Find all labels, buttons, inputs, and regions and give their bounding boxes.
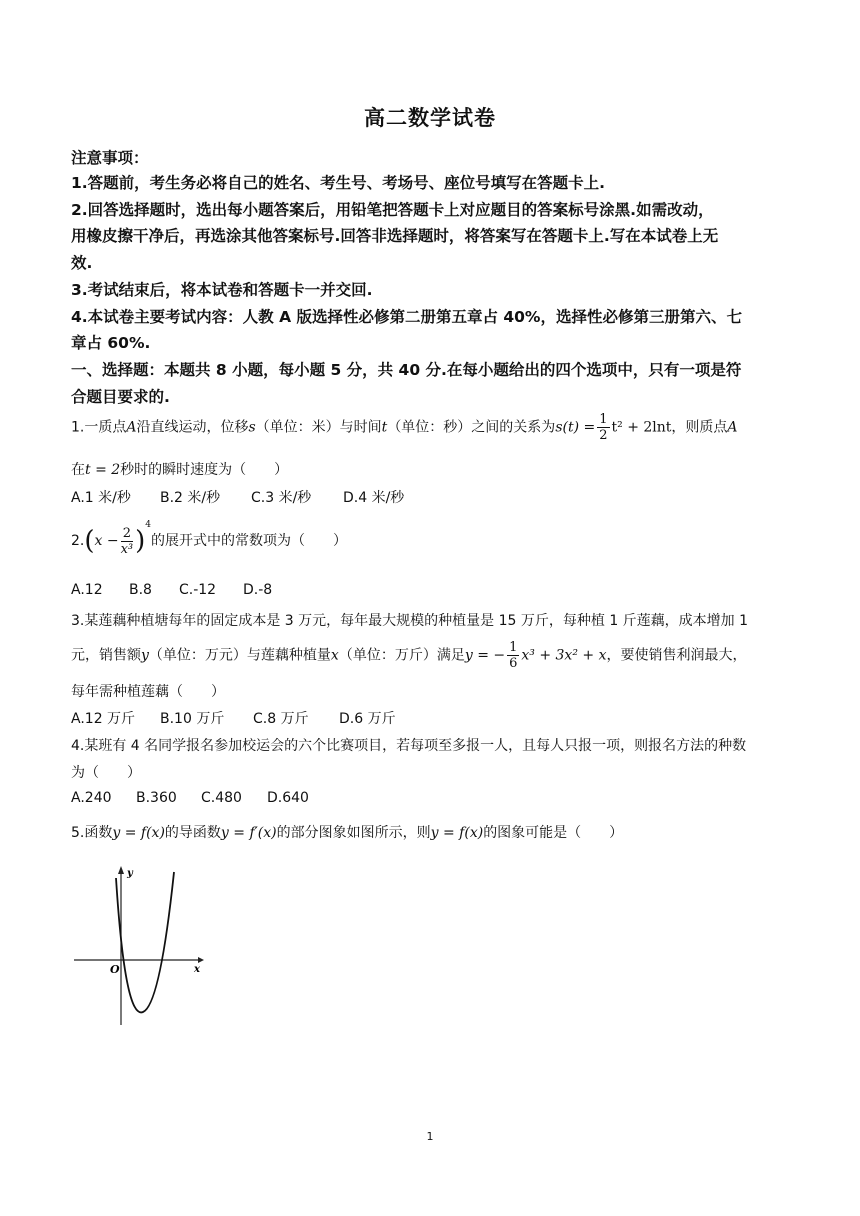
notice-item-2-line-1: 2.回答选择题时，选出每小题答案后，用铅笔把答题卡上对应题目的答案标号涂黑.如需改动，: [71, 201, 714, 219]
option-a[interactable]: A.12 万斤: [71, 711, 136, 727]
option-c[interactable]: C.480: [201, 790, 242, 806]
q1-fraction: $\frac{1}{2}$: [599, 412, 608, 443]
option-b[interactable]: B.2 米/秒: [160, 490, 221, 506]
x-axis-arrow-icon: [198, 957, 204, 963]
option-c[interactable]: C.-12: [179, 582, 217, 598]
question-4-options: [71, 790, 309, 806]
q1-formula-rhs: t² + 2lnt: [611, 419, 672, 436]
option-d[interactable]: D.-8: [243, 582, 273, 598]
notice-heading: 注意事项：: [71, 149, 149, 167]
derivative-graph: [70, 860, 210, 1030]
notice-item-3: 3.考试结束后，将本试卷和答题卡一并交回.: [71, 281, 373, 299]
q2-fraction: $\frac{2}{\text{x³}}$: [120, 525, 134, 557]
option-b[interactable]: B.8: [129, 582, 152, 598]
option-d[interactable]: D.6 万斤: [339, 711, 396, 727]
question-5-line: 5.函数y = f(x)的导函数y = f′(x)的部分图象如图所示，则y = f(x)的图象可能是（ ）: [71, 825, 624, 841]
section-heading-line-1: 一、选择题：本题共 8 小题，每小题 5 分，共 40 分.在每小题给出的四个选项中，只有一项是符: [71, 361, 742, 379]
notice-item-2-line-3: 效.: [71, 254, 93, 272]
question-3-line-1: 3.某莲藕种植塘每年的固定成本是 3 万元，每年最大规模的种植量是 15 万斤，每种植 1 斤莲藕，成本增加 1: [71, 613, 749, 629]
origin-label: O: [110, 963, 120, 976]
question-2-options: [71, 582, 272, 598]
notice-item-2-line-2: 用橡皮擦干净后，再选涂其他答案标号.回答非选择题时，将答案写在答题卡上.写在本试卷上无: [71, 227, 719, 245]
question-3-line-2: 元，销售额y（单位：万元）与莲藕种植量x（单位：万斤）满足y = − $\frac{1}{6}$ x³ + 3x² + x，要使销售利润最大，: [71, 640, 747, 671]
option-d[interactable]: D.640: [267, 790, 309, 806]
page-number: 1: [426, 1130, 434, 1143]
question-1-options: [71, 487, 404, 507]
question-3-line-3: 每年需种植莲藕（ ）: [71, 684, 225, 700]
y-axis-arrow-icon: [118, 866, 124, 874]
notice-item-4-line-1: 4.本试卷主要考试内容：人教 A 版选择性必修第二册第五章占 40%，选择性必修第三册第六、七: [71, 308, 742, 326]
option-d[interactable]: D.4 米/秒: [343, 490, 405, 506]
question-4-line-1: 4.某班有 4 名同学报名参加校运会的六个比赛项目，若每项至多报一人，且每人只报一项，则报名方法的种数: [71, 738, 747, 754]
option-c[interactable]: C.8 万斤: [253, 711, 309, 727]
question-1-line-1: 1.一质点A沿直线运动，位移s（单位：米）与时间t（单位：秒）之间的关系为s(t) = $\frac{1}{2}$ t² + 2lnt，则质点A: [71, 412, 738, 443]
question-4-line-2: 为（ ）: [71, 765, 141, 781]
option-b[interactable]: B.360: [136, 790, 177, 806]
option-a[interactable]: A.12: [71, 582, 103, 598]
option-a[interactable]: A.240: [71, 790, 112, 806]
q1-formula-lhs: s(t) =: [555, 419, 596, 436]
question-1-line-2: 在t = 2秒时的瞬时速度为（ ）: [71, 462, 289, 478]
y-axis-label: y: [127, 868, 133, 879]
question-3-options: [71, 708, 396, 728]
option-c[interactable]: C.3 米/秒: [251, 490, 312, 506]
page-title: 高二数学试卷: [364, 106, 496, 130]
question-2-line: 2.(x − $\frac{2}{\text{x³}}$ )$^4$的展开式中的常数项为（ ）: [71, 520, 348, 557]
derivative-curve: [116, 872, 174, 1012]
notice-item-1: 1.答题前，考生务必将自己的姓名、考生号、考场号、座位号填写在答题卡上.: [71, 174, 606, 192]
x-axis-label: x: [194, 964, 200, 975]
section-heading-line-2: 合题目要求的.: [71, 388, 170, 406]
option-b[interactable]: B.10 万斤: [160, 711, 225, 727]
q3-fraction: $\frac{1}{6}$: [509, 640, 518, 671]
option-a[interactable]: A.1 米/秒: [71, 490, 131, 506]
notice-item-4-line-2: 章占 60%.: [71, 334, 151, 352]
